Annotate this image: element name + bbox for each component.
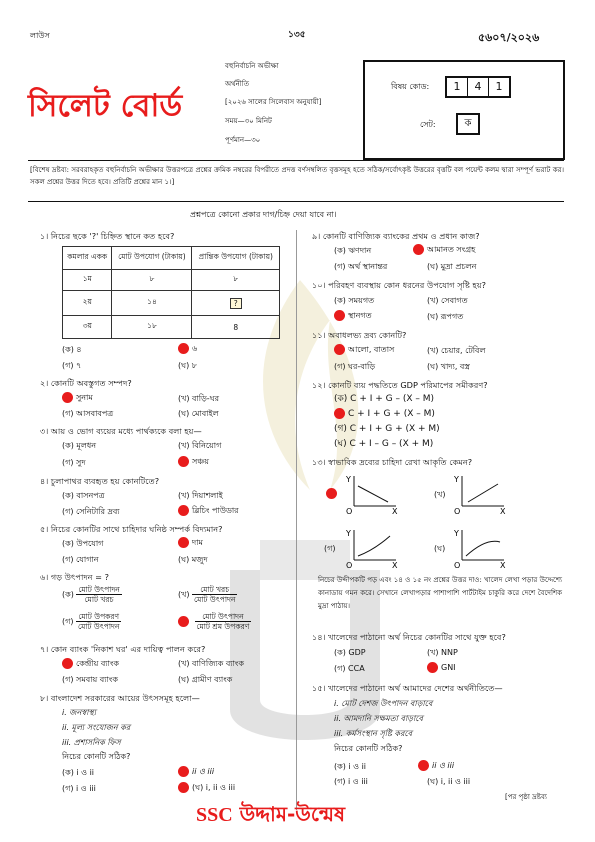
q15-option-a[interactable]: (ক) i ও ii — [334, 762, 367, 771]
q1-table-cell: ১ম — [63, 270, 112, 291]
q14-option-c[interactable]: (গ) CCA — [334, 664, 365, 673]
code-digit: 1 — [495, 80, 503, 93]
q14-option-d-selected[interactable] — [427, 662, 456, 673]
instruction-text: [বিশেষ দ্রষ্টব্য: সরবরাহকৃত বহুনির্বাচনি অভীক্ষার উত্তরপত্রে প্রশ্নের ক্রমিক নম্বরের বিপরীতে প্রদত্ত বর্ণসম্বলিত বৃত্তসমূহ হতে সঠিক/সর্বোৎকৃষ্ট উত্তরের বৃত্তটি বল পয়েন্ট কলম দ্বারা সম্পূর্ণ ভরাট কর। সকল প্রশ্নের উত্তর দিতে হবে। প্রতিটি প্রশ্নের মান ১।] — [30, 166, 564, 186]
q12-option-d[interactable]: (ঘ) C + I – G – (X + M) — [334, 439, 434, 449]
q13-graph-a-selected[interactable] — [344, 472, 404, 516]
q14-option-a[interactable]: (ক) GDP — [334, 648, 366, 657]
axis-y-label: Y — [346, 529, 351, 538]
q12-option-a[interactable]: (ক) C + I + G – (X – M) — [334, 394, 435, 404]
q11-option-a-selected[interactable] — [334, 344, 394, 355]
q15-option-c[interactable]: (গ) i ও iii — [334, 777, 368, 786]
q4-option-c[interactable]: (গ) সেনিটারি দ্রব্য — [62, 507, 120, 516]
subject-code-box — [363, 60, 565, 160]
q1-table-header: মোট উপযোগ (টাকায়) — [112, 247, 192, 270]
axis-origin-label: O — [454, 507, 461, 516]
answer-dot-icon — [62, 658, 73, 669]
q8-option-a[interactable]: (ক) i ও ii — [62, 768, 95, 777]
q15-which: নিচের কোনটি সঠিক? — [334, 744, 403, 753]
footer-brand — [196, 802, 345, 827]
q6-option-b[interactable] — [178, 585, 237, 604]
question-11: ১১। অবাধলভ্য দ্রব্য কোনটি? — [312, 330, 407, 340]
q13-graph-c[interactable] — [344, 526, 404, 570]
option-letter: (গ) — [62, 617, 74, 626]
fraction-numerator: মোট উৎপাদন — [195, 612, 252, 622]
q10-option-b[interactable]: (খ) সেবাগত — [427, 296, 468, 305]
option-label: ৬ — [192, 344, 198, 353]
q12-option-b-selected[interactable] — [334, 408, 435, 419]
q1-table — [62, 246, 280, 339]
notice-text: প্রশ্নপত্রে কোনো প্রকার দাগ/চিহ্ন দেয়া যাবে না। — [190, 210, 337, 219]
option-label: ii ও iii — [432, 761, 455, 770]
q13-graph-b[interactable] — [452, 472, 512, 516]
option-label: GNI — [441, 663, 456, 672]
question-2: ২। কোনটি অবস্তুগত সম্পদ? — [40, 378, 132, 388]
option-label: আমানত সংগ্রহ — [427, 245, 476, 254]
question-3: ৩। আয় ও ভোগ ব্যয়ের মধ্যে পার্থক্যকে বলা হয়— — [40, 426, 202, 436]
q3-option-a[interactable]: (ক) মূলধন — [62, 441, 97, 450]
set-value: ক — [456, 113, 480, 135]
q1-table-cell: ৮ — [192, 270, 280, 291]
q8-item-3: iii. প্রশাসনিক ফিস — [62, 738, 121, 747]
code-digit: 4 — [468, 78, 489, 96]
answer-dot-icon — [178, 616, 189, 627]
q6-option-d-selected[interactable] — [178, 612, 251, 631]
exam-marks: পূর্ণমান—৩০ — [225, 136, 261, 144]
q1-option-c[interactable]: (গ) ৭ — [62, 361, 82, 370]
code-digit: 1 — [447, 78, 468, 96]
q5-option-b-selected[interactable] — [178, 537, 203, 548]
q2-option-a-selected[interactable] — [62, 392, 93, 403]
option-label: সঞ্চয় — [192, 457, 209, 466]
fraction-denominator: মোট শ্রম উপকরণ — [196, 622, 250, 631]
q5-option-a[interactable]: (ক) উপযোগ — [62, 539, 104, 548]
axis-x-label: X — [392, 507, 398, 516]
fraction — [76, 585, 121, 604]
q11-option-d[interactable]: (ঘ) খাদ্য, বস্ত্র — [427, 362, 470, 371]
q13-label-d: (ঘ) — [434, 544, 446, 553]
q8-item-2: ii. মূল্য সংযোজন কর — [62, 723, 131, 732]
q13-label-b: (খ) — [434, 490, 446, 499]
q3-option-d-selected[interactable] — [178, 456, 209, 467]
header-right: ৫৬০৭/২০২৬ — [478, 31, 540, 44]
q9-option-d[interactable]: (ঘ) মুদ্রা প্রচলন — [427, 262, 477, 271]
q15-item-3: iii. কর্মসংস্থান সৃষ্টি করবে — [334, 729, 413, 738]
q4-option-d-selected[interactable] — [178, 505, 239, 516]
q1-option-a[interactable]: (ক) ৪ — [62, 345, 82, 354]
q2-option-b[interactable]: (খ) বাড়ি-ঘর — [178, 394, 220, 403]
option-label: দাম — [192, 538, 203, 547]
q13-label-c: (গ) — [324, 544, 336, 553]
answer-dot-icon — [178, 782, 189, 793]
q1-option-b-selected[interactable] — [178, 343, 197, 354]
option-label: আলো, বাতাস — [348, 345, 395, 354]
q4-option-a[interactable]: (ক) বাসনপত্র — [62, 491, 105, 500]
fraction — [192, 585, 237, 604]
q10-option-d[interactable]: (ঘ) রূপগত — [427, 312, 464, 321]
divider — [28, 201, 564, 202]
set-label: সেট: — [420, 120, 436, 129]
fraction — [76, 612, 121, 631]
answer-dot-icon — [178, 505, 189, 516]
passage-text: নিচের উদ্দীপকটি পড় এবং ১৪ ও ১৫ নং প্রশ্নের উত্তর দাও: খালেদ লেখা পড়ার উদ্দেশ্যে কানাডায় গমন করে। সেখানে লেখাপড়ার পাশাপাশি পার্টটাইম চাকুরি করে দেশে বৈদেশিক মুদ্রা পাঠায়। — [318, 576, 562, 610]
axis-y-label: Y — [454, 475, 459, 484]
fraction-denominator: মোট উৎপাদন — [78, 622, 120, 631]
answer-dot-icon — [178, 766, 189, 777]
fraction-denominator: মোট খরচ — [84, 595, 114, 604]
fraction-denominator: মোট উৎপাদন — [194, 595, 236, 604]
question-5: ৫। নিচের কোনটির সাথে চাহিদার ঘনিষ্ঠ সম্পর্ক বিদ্যমান? — [40, 524, 223, 534]
q1-table-header: প্রান্তিক উপযোগ (টাকায়) — [192, 247, 280, 270]
exam-syllabus: [২০২৬ সালের সিলেবাস অনুযায়ী] — [225, 98, 322, 106]
option-label: (ঘ) i, ii ও iii — [192, 783, 236, 792]
q8-option-c[interactable]: (গ) i ও iii — [62, 784, 96, 793]
brand-title: উদ্দাম-উন্মেষ — [239, 802, 346, 826]
exam-subject: অর্থনীতি — [225, 80, 250, 88]
q1-table-cell: ১৮ — [112, 316, 192, 339]
subject-code-label: বিষয় কোড: — [391, 82, 430, 91]
q8-option-d-selected[interactable] — [178, 782, 235, 793]
q1-table-cell: ৮ — [112, 270, 192, 291]
option-label: স্থানগত — [348, 311, 372, 320]
fraction-numerator: মোট খরচ — [192, 585, 237, 595]
board-title: সিলেট বোর্ড — [28, 88, 183, 124]
q1-table-cell — [192, 291, 280, 316]
q10-option-a[interactable]: (ক) সময়গত — [334, 296, 375, 305]
answer-dot-icon — [326, 488, 337, 499]
answer-dot-icon — [418, 760, 429, 771]
answer-dot-icon — [413, 244, 424, 255]
fraction-numerator: মোট উপকরণ — [76, 612, 121, 622]
question-14: ১৪। খালেদের পাঠানো অর্থ নিচের কোনটির সাথে যুক্ত হবে? — [312, 632, 506, 642]
q2-option-c[interactable]: (গ) আসবাবপত্র — [62, 409, 114, 418]
axis-x-label: X — [500, 507, 506, 516]
axis-origin-label: O — [346, 561, 353, 570]
q15-option-d[interactable]: (ঘ) i, ii ও iii — [427, 777, 471, 786]
axis-origin-label: O — [454, 561, 461, 570]
question-13: ১৩। স্বাভাবিক দ্রব্যের চাহিদা রেখা আকৃতি কেমন? — [312, 457, 473, 467]
option-label: ব্লিচিং পাউডার — [192, 506, 239, 515]
q13-graph-d[interactable] — [452, 526, 512, 570]
q8-item-1: i. জনস্বাস্থ্য — [62, 708, 97, 717]
axis-y-label: Y — [346, 475, 351, 484]
q1-option-d[interactable]: (ঘ) ৮ — [178, 361, 197, 370]
option-letter: (ক) — [62, 590, 74, 599]
question-6: ৬। গড় উৎপাদন = ? — [40, 572, 109, 582]
q1-table-cell: 8 — [192, 316, 280, 339]
answer-dot-icon — [62, 392, 73, 403]
answer-dot-icon — [178, 537, 189, 548]
exam-type: বহুনির্বাচনি অভীক্ষা — [225, 62, 279, 70]
q6-option-a[interactable] — [62, 585, 122, 604]
next-page-note: [পর পৃষ্ঠা দ্রষ্টব্য — [505, 793, 547, 801]
question-12: ১২। কোনটি ব্যয় পদ্ধতিতে GDP পরিমাপের সমীকরণ? — [312, 380, 488, 390]
answer-dot-icon — [334, 408, 345, 419]
q7-option-c[interactable]: (গ) সমবায় ব্যাংক — [62, 675, 118, 684]
axis-x-label: X — [500, 561, 506, 570]
q3-option-c[interactable]: (গ) সুদ — [62, 458, 86, 467]
answer-dot-icon — [178, 343, 189, 354]
question-4: ৪। চুলাপাথর ব্যবহৃত হয় কোনটিতে? — [40, 476, 160, 486]
option-label: কেন্দ্রীয় ব্যাংক — [76, 659, 119, 668]
q11-option-c[interactable]: (গ) ঘর-বাড়ি — [334, 362, 376, 371]
option-label: সুনাম — [76, 393, 93, 402]
q9-option-a[interactable]: (ক) ঋণদান — [334, 246, 372, 255]
q4-option-b[interactable]: (খ) দিয়াশলাই — [178, 491, 223, 500]
axis-y-label: Y — [454, 529, 459, 538]
q8-which: নিচের কোনটি সঠিক? — [62, 752, 131, 761]
q9-option-b-selected[interactable] — [413, 244, 475, 255]
q7-option-a-selected[interactable] — [62, 658, 119, 669]
q15-option-b-selected[interactable] — [418, 760, 454, 771]
q1-unknown-cell: ? — [230, 298, 242, 309]
q7-option-d[interactable]: (ঘ) গ্রামীণ ব্যাংক — [178, 675, 233, 684]
option-label: ii ও iii — [192, 767, 215, 776]
brand-ssc: SSC — [196, 804, 233, 826]
answer-dot-icon — [178, 456, 189, 467]
question-7: ৭। কোন ব্যাংক 'নিকাশ ঘর' এর দায়িত্ব পালন করে? — [40, 644, 206, 654]
fraction — [195, 612, 252, 631]
q15-item-1: i. মোট দেশজ উৎপাদন বাড়াবে — [334, 699, 433, 708]
question-15: ১৫। খালেদের পাঠানো অর্থ আমাদের দেশের অর্থনীতিতে— — [312, 683, 503, 693]
q7-option-b[interactable]: (খ) বাণিজ্যিক ব্যাংক — [178, 659, 244, 668]
question-1: ১। নিচের ছকে '?' চিহ্নিত স্থানে কত হবে? — [40, 231, 175, 241]
q8-option-b-selected[interactable] — [178, 766, 214, 777]
exam-time: সময়—৩০ মিনিট — [225, 117, 272, 125]
answer-dot-icon — [334, 310, 345, 321]
q3-option-b[interactable]: (খ) বিনিয়োগ — [178, 441, 222, 450]
q14-option-b[interactable]: (খ) NNP — [427, 648, 458, 657]
fraction-numerator: মোট উৎপাদন — [78, 585, 120, 594]
q6-option-c[interactable] — [62, 612, 121, 631]
option-label: C + I + G + (X – M) — [348, 409, 435, 419]
axis-origin-label: O — [346, 507, 353, 516]
q10-option-c-selected[interactable] — [334, 310, 372, 321]
q1-table-cell: ২য় — [63, 291, 112, 316]
question-8: ৮। বাংলাদেশ সরকারের আয়ের উৎসসমূহ হলো— — [40, 693, 200, 703]
header-left: লাউস — [30, 31, 50, 40]
q11-option-b[interactable]: (খ) চেয়ার, টেবিল — [427, 346, 486, 355]
option-letter: (খ) — [178, 590, 190, 599]
divider — [28, 160, 564, 161]
q15-item-2: ii. আমদানি সক্ষমতা বাড়াবে — [334, 714, 423, 723]
q12-option-c[interactable]: (গ) C + I + G + (X + M) — [334, 424, 440, 434]
header-page-number: ১৩৫ — [288, 30, 306, 40]
q1-table-cell: ৩য় — [63, 316, 112, 339]
q5-option-c[interactable]: (গ) যোগান — [62, 555, 99, 564]
q9-option-c[interactable]: (গ) অর্থ স্থানান্তর — [334, 262, 388, 271]
question-10: ১০। পরিবহণ ব্যবস্থায় কোন ধরনের উপযোগ সৃষ্টি হয়? — [312, 280, 486, 290]
column-divider — [296, 230, 297, 810]
subject-code-digits — [445, 76, 511, 98]
q1-table-cell: ১৪ — [112, 291, 192, 316]
q5-option-d[interactable]: (ঘ) মজুদ — [178, 555, 208, 564]
q2-option-d[interactable]: (ঘ) মোবাইল — [178, 409, 219, 418]
answer-dot-icon — [334, 344, 345, 355]
question-9: ৯। কোনটি বাণিজ্যিক ব্যাংকের প্রথম ও প্রধান কাজ? — [312, 231, 480, 241]
q1-table-header: কমলার একক — [63, 247, 112, 270]
answer-dot-icon — [427, 662, 438, 673]
axis-x-label: X — [392, 561, 398, 570]
